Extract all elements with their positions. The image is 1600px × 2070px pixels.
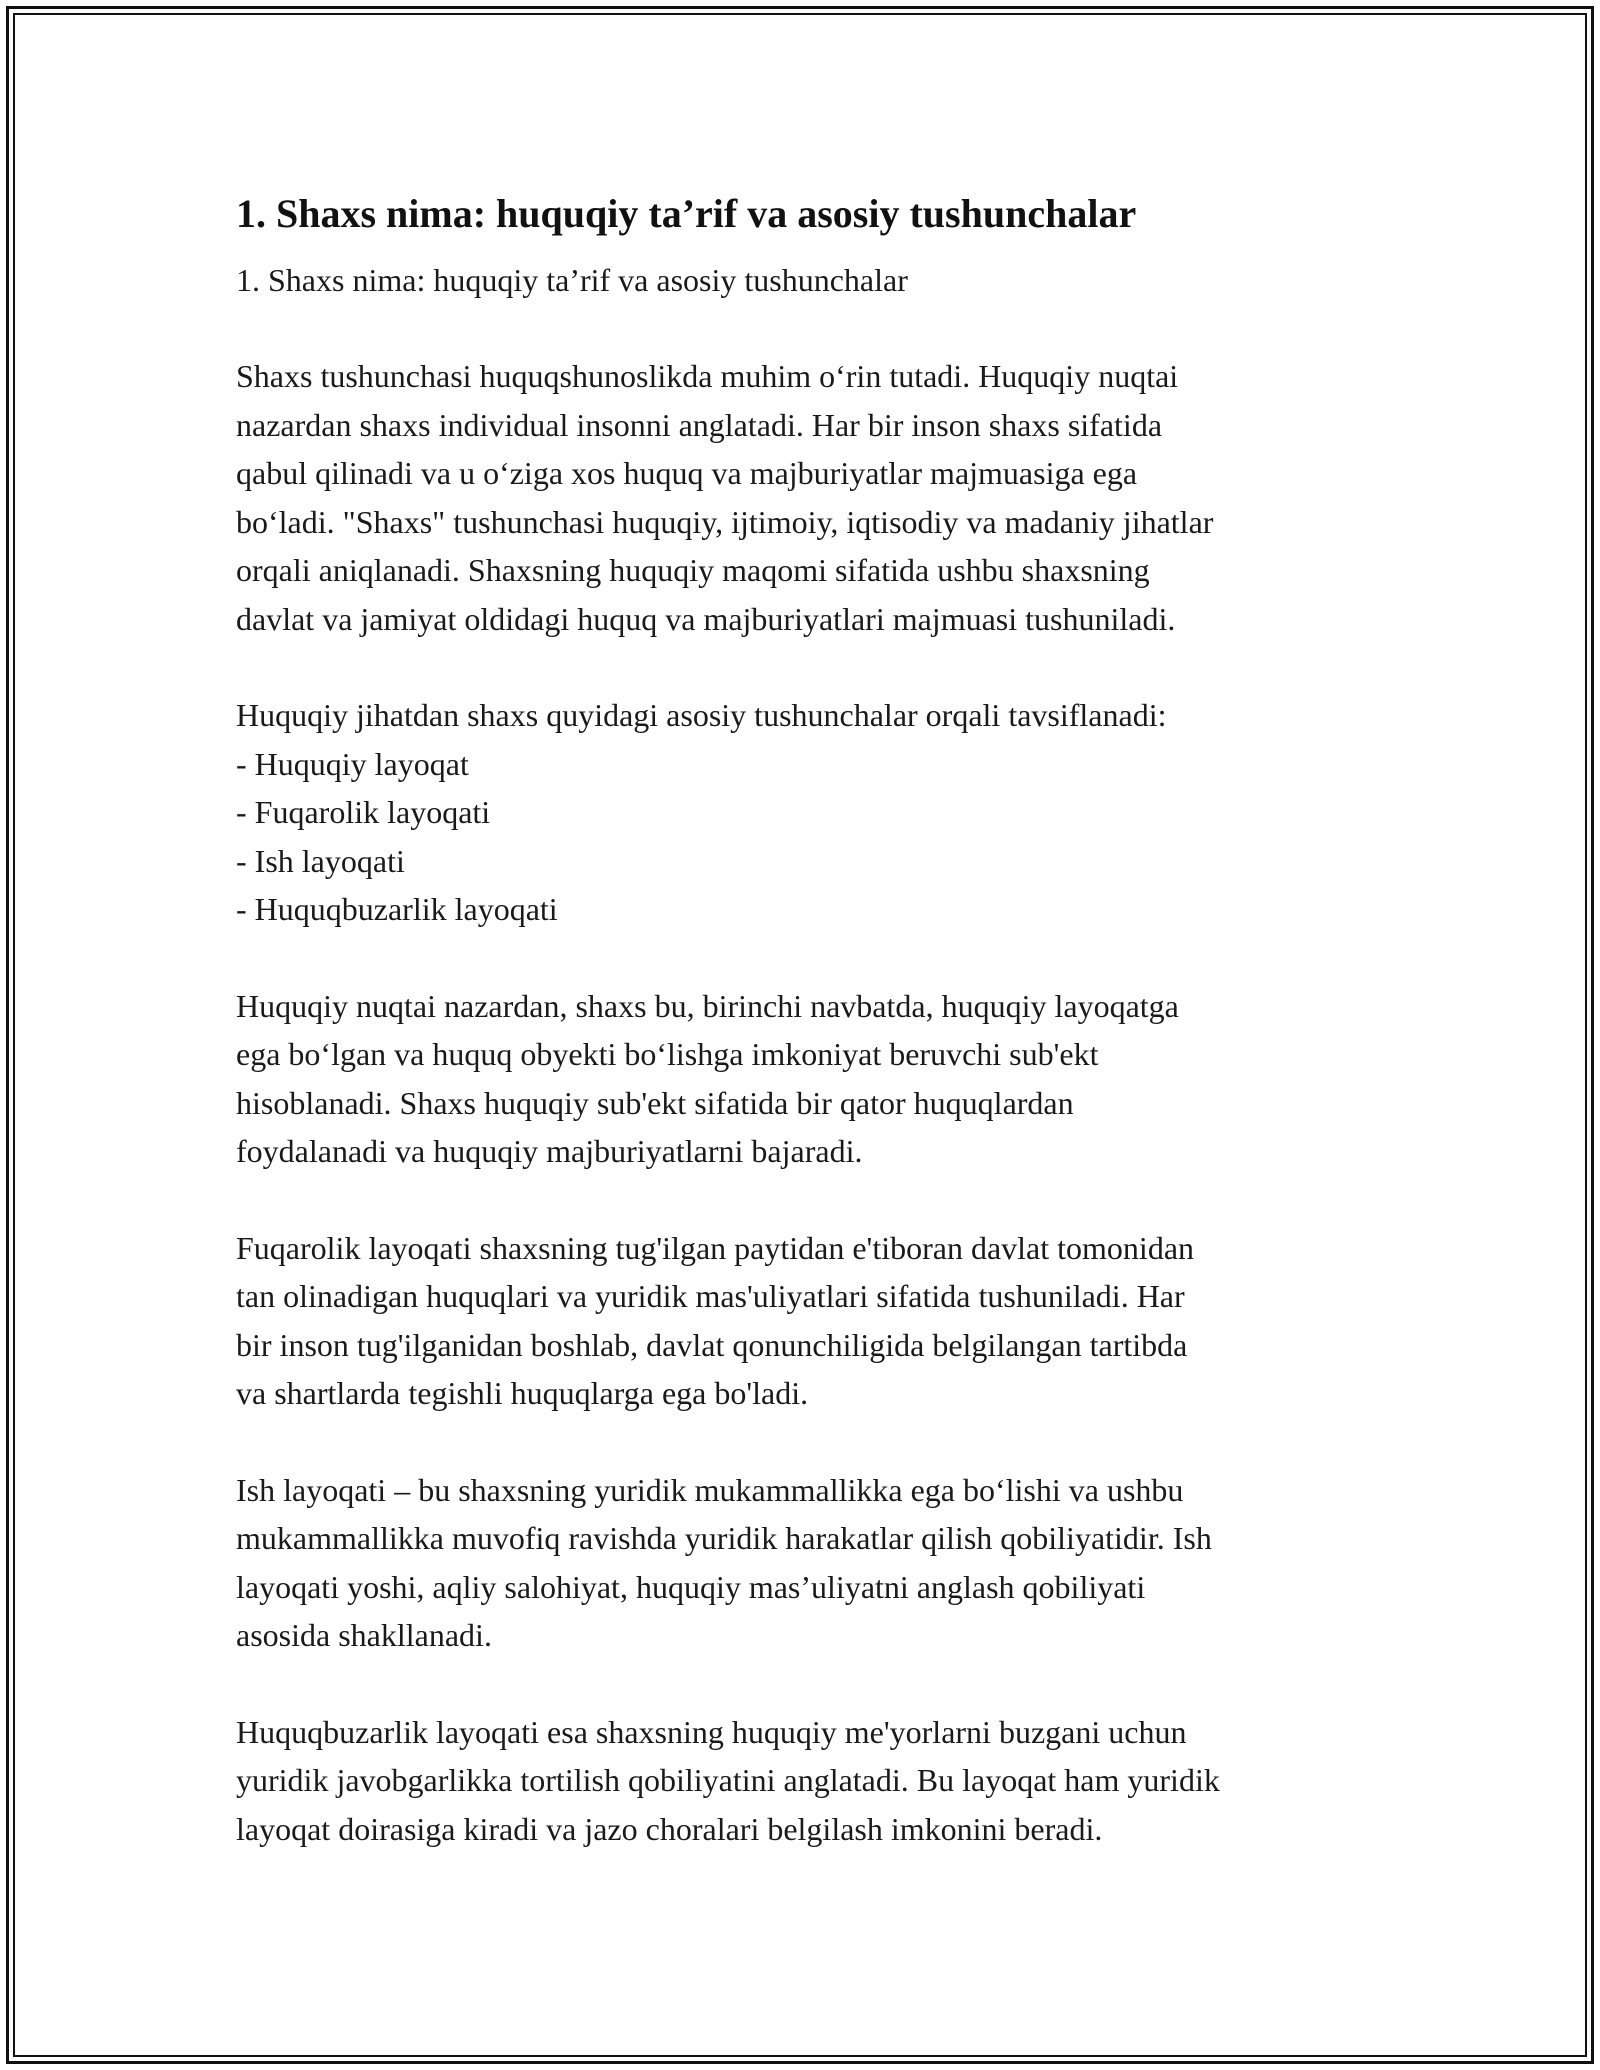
text-line: Shaxs tushunchasi huquqshunoslikda muhim o‘rin tutadi. Huquqiy nuqtai [236, 358, 1179, 394]
text-line: bir inson tug'ilganidan boshlab, davlat qonunchiligida belgilangan tartibda [236, 1326, 1188, 1363]
page-title: 1. Shaxs nima: huquqiy ta’rif va asosiy tushunchalar [236, 191, 1137, 236]
text-line: mukammallikka muvofiq ravishda yuridik harakatlar qilish qobiliyatidir. Ish [236, 1520, 1212, 1556]
paragraph-concepts-list [236, 691, 1376, 934]
section-subtitle: 1. Shaxs nima: huquqiy ta’rif va asosiy tushunchalar [236, 262, 908, 298]
text-line: qabul qilinadi va u o‘ziga xos huquq va majburiyatlar majmuasiga ega [236, 455, 1138, 491]
text-line: Huquqiy jihatdan shaxs quyidagi asosiy tushunchalar orqali tavsiflanadi: [236, 697, 1167, 733]
paragraph-work-capacity [236, 1466, 1376, 1660]
document-body [236, 188, 1376, 1853]
list-item: - Ish layoqati [236, 842, 405, 879]
paragraph-legal-subject [236, 982, 1376, 1176]
list-item: - Huquqiy layoqat [236, 745, 469, 782]
text-line: Huquqbuzarlik layoqati esa shaxsning huquqiy me'yorlarni buzgani uchun [236, 1713, 1187, 1750]
text-line: yuridik javobgarlikka tortilish qobiliyatini anglatadi. Bu layoqat ham yuridik [236, 1762, 1220, 1798]
list-item: - Huquqbuzarlik layoqati [236, 891, 558, 927]
text-line: foydalanadi va huquqiy majburiyatlarni bajaradi. [236, 1133, 863, 1169]
text-line: orqali aniqlanadi. Shaxsning huquqiy maqomi sifatida ushbu shaxsning [236, 552, 1150, 588]
text-line: asosida shakllanadi. [236, 1617, 492, 1653]
paragraph-civil-capacity [236, 1224, 1376, 1418]
text-line: hisoblanadi. Shaxs huquqiy sub'ekt sifatida bir qator huquqlardan [236, 1084, 1074, 1121]
text-line: layoqat doirasiga kiradi va jazo choralari belgilash imkonini beradi. [236, 1810, 1103, 1847]
text-line: nazardan shaxs individual insonni anglatadi. Har bir inson shaxs sifatida [236, 406, 1163, 443]
list-item: - Fuqarolik layoqati [236, 794, 491, 830]
text-line: layoqati yoshi, aqliy salohiyat, huquqiy mas’uliyatni anglash qobiliyati [236, 1568, 1146, 1605]
text-line: davlat va jamiyat oldidagi huquq va majburiyatlari majmuasi tushuniladi. [236, 600, 1176, 637]
text-line: tan olinadigan huquqlari va yuridik mas'uliyatlari sifatida tushuniladi. Har [236, 1278, 1185, 1314]
paragraph-shaxs-definition [236, 352, 1376, 643]
text-line: Ish layoqati – bu shaxsning yuridik mukammallikka ega bo‘lishi va ushbu [236, 1471, 1184, 1508]
text-line: va shartlarda tegishli huquqlarga ega bo'ladi. [236, 1375, 809, 1411]
text-line: ega bo‘lgan va huquq obyekti bo‘lishga imkoniyat beruvchi sub'ekt [236, 1036, 1099, 1072]
text-line: Huquqiy nuqtai nazardan, shaxs bu, birinchi navbatda, huquqiy layoqatga [236, 987, 1179, 1024]
text-line: Fuqarolik layoqati shaxsning tug'ilgan paytidan e'tiboran davlat tomonidan [236, 1229, 1195, 1266]
text-line: bo‘ladi. "Shaxs" tushunchasi huquqiy, ijtimoiy, iqtisodiy va madaniy jihatlar [236, 503, 1214, 540]
paragraph-delict-capacity [236, 1708, 1376, 1854]
